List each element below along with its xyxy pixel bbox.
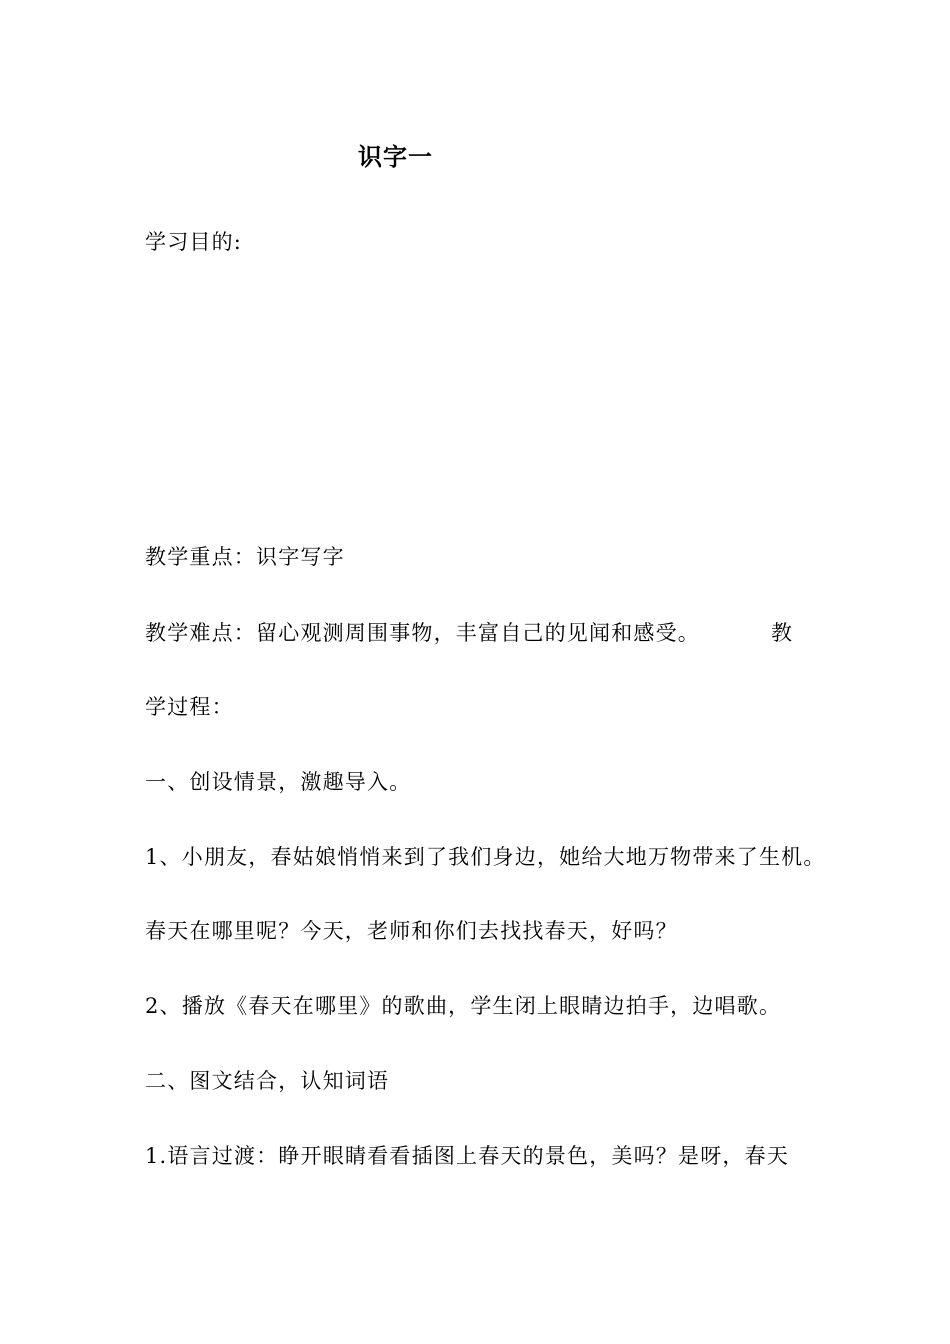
- item-1-line-1: 1、小朋友，春姑娘悄悄来到了我们身边，她给大地万物带来了生机。: [145, 845, 826, 869]
- item-2-line: 2、播放《春天在哪里》的歌曲，学生闭上眼睛边拍手，边唱歌。: [145, 994, 782, 1018]
- section-1-heading: 一、创设情景，激趣导入。: [145, 770, 412, 794]
- difficulty-line: 教学难点：留心观测周围事物，丰富自己的见闻和感受。: [145, 621, 700, 645]
- section-2-heading: 二、图文结合，认知词语: [145, 1069, 390, 1093]
- key-point-line: 教学重点：识字写字: [145, 545, 345, 569]
- objectives-label: 学习目的:: [145, 230, 243, 254]
- process-heading-start: 教: [771, 621, 792, 645]
- document-title: 识字一: [358, 142, 433, 171]
- item-3-line-1: 1.语言过渡：睁开眼睛看看插图上春天的景色，美吗？是呀，春天: [145, 1144, 790, 1168]
- item-1-line-2: 春天在哪里呢？今天，老师和你们去找找春天，好吗？: [145, 919, 678, 943]
- process-heading-rest: 学过程：: [145, 695, 234, 719]
